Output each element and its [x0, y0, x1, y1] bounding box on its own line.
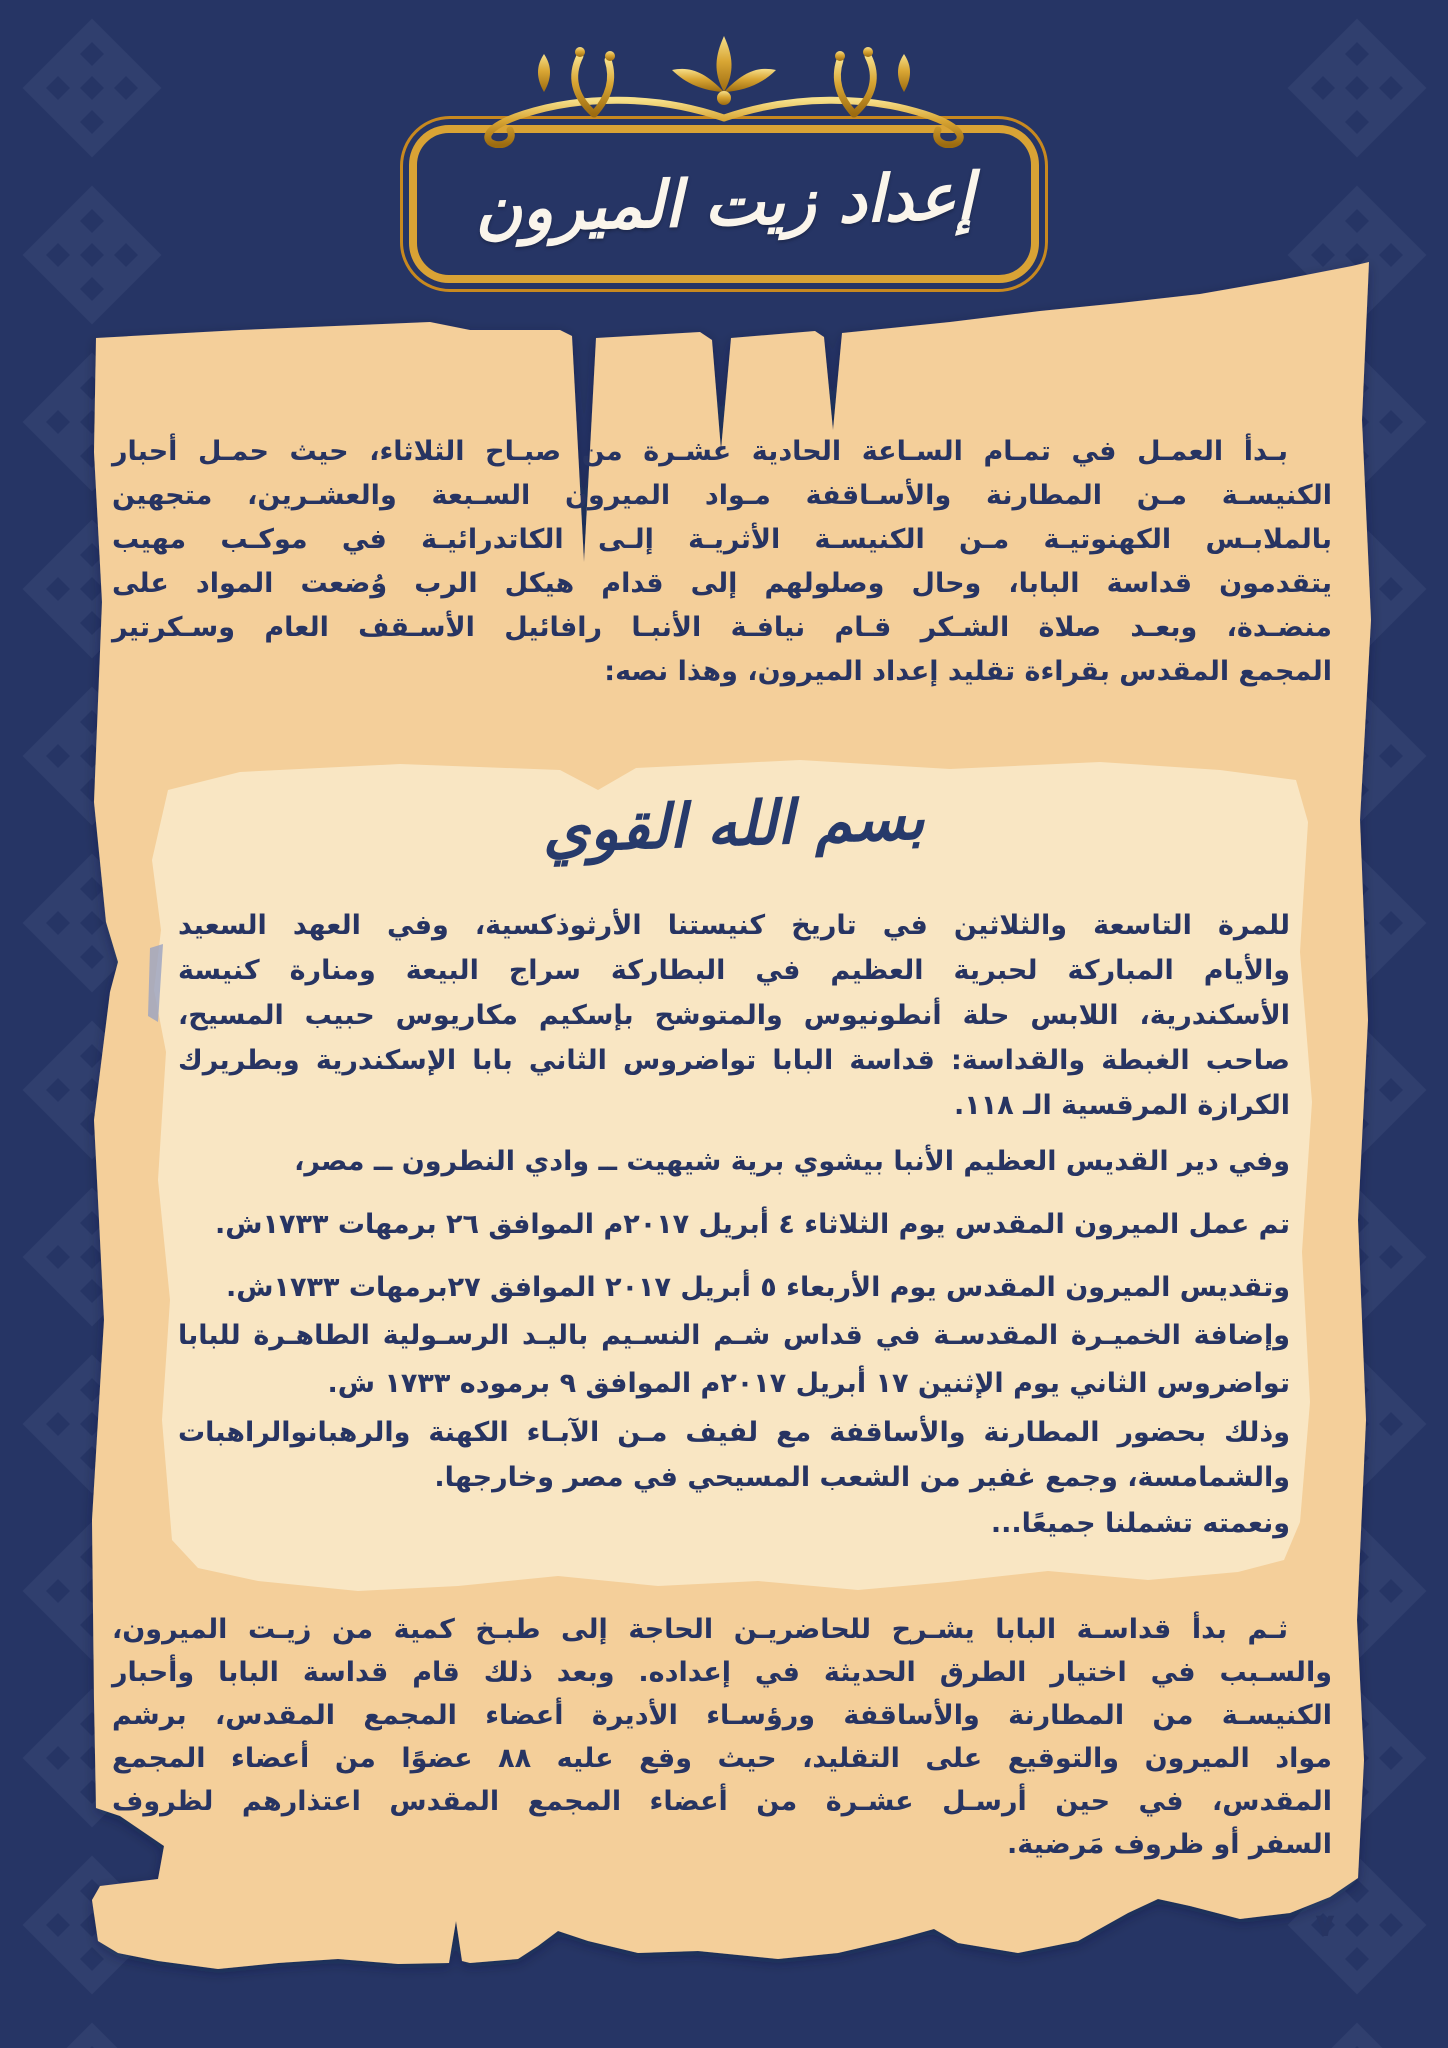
decree-line: تواضروس الثاني يوم الإثنين ١٧ أبريل ٢٠١٧م الموافق ٩ برموده ١٧٣٣ ش. [327, 1368, 1290, 1399]
decree-line: تم عمل الميرون المقدس يوم الثلاثاء ٤ أبريل ٢٠١٧م الموافق ٢٦ برمهات ١٧٣٣ش. [215, 1209, 1290, 1240]
closing-line: الكنيسـة من المطارنة والأساقفة ورؤسـاء الأديرة أعضاء المجمع المقدس، برشم [112, 1700, 1332, 1731]
decree-line: وذلك بحضور المطارنة والأساقفة مع لفيف مـن الآبـاء الكهنة والرهبانوالراهبات [178, 1417, 1290, 1448]
decree-paragraph-7 [178, 1502, 1290, 1546]
closing-line: السفر أو ظروف مَرضية. [1007, 1829, 1332, 1860]
decree-paragraph-1 [178, 903, 1290, 1128]
decree-paragraph-4 [178, 1266, 1290, 1310]
intro-line: بالملابـس الكهنوتيـة مـن الكنيسـة الأثريـة إلـى الكاتدرائيـة في موكـب مهيب [112, 524, 1332, 555]
decree-paragraph-3 [178, 1203, 1290, 1247]
decree-line: والأيام المباركة لحبرية العظيم في البطاركة سراج البيعة ومنارة كنيسة [178, 955, 1290, 986]
decree-line: وإضافة الخميـرة المقدسـة في قداس شـم النسـيم باليـد الرسـولية الطاهـرة للبابا [178, 1320, 1290, 1351]
decree-line: الأسكندرية، اللابس حلة أنطونيوس والمتوشح بإسكيم مكاريوس حبيب المسيح، [178, 1000, 1290, 1031]
intro-line: المجمع المقدس بقراءة تقليد إعداد الميرون، وهذا نصه: [604, 656, 1332, 687]
decree-line: ونعمته تشملنا جميعًا... [990, 1508, 1290, 1539]
bismillah-heading: بسم الله القوي [541, 783, 926, 867]
decree-paragraph-2 [178, 1140, 1290, 1184]
decree-line: والشمامسة، وجمع غفير من الشعب المسيحي في مصر وخارجها. [434, 1462, 1290, 1493]
intro-line: بـدأ العمـل في تمـام السـاعة الحادية عشـرة من صبـاح الثلاثاء، حيث حمـل أحبار [112, 436, 1288, 467]
intro-line: الكنيسـة مـن المطارنة والأسـاقفة مـواد الميرون السـبعة والعشـرين، متجهين [112, 480, 1332, 511]
gold-floral-ornament-icon [424, 30, 1024, 148]
intro-line: يتقدمون قداسة البابا، وحال وصلولهم إلى قدام هيكل الرب وُضعت المواد على [112, 568, 1332, 599]
closing-line: مواد الميرون والتوقيع على التقليد، حيث وقع عليه ٨٨ عضوًا من أعضاء المجمع [112, 1743, 1333, 1774]
title-frame-inner [409, 125, 1039, 283]
closing-line: ثـم بدأ قداسـة البابا يشـرح للحاضريـن الحاجة إلى طبـخ كمية من زيـت الميرون، [112, 1614, 1288, 1645]
decree-line: وفي دير القديس العظيم الأنبا بيشوي برية شيهيت ــ وادي النطرون ــ مصر، [294, 1146, 1290, 1177]
decree-paragraph-5 [178, 1312, 1290, 1408]
closing-paragraph [112, 1608, 1332, 1866]
decree-paragraph-6 [178, 1410, 1290, 1500]
decree-line: صاحب الغبطة والقداسة: قداسة البابا تواضروس الثاني بابا الإسكندرية وبطريرك [178, 1045, 1290, 1076]
decree-line: وتقديس الميرون المقدس يوم الأربعاء ٥ أبريل ٢٠١٧ الموافق ٢٧برمهات ١٧٣٣ش. [226, 1272, 1290, 1303]
page-title: إعداد زيت الميرون [473, 160, 975, 248]
page-number: ٧ [1315, 1906, 1335, 1944]
closing-line: المقدس، في حين أرسـل عشـرة من أعضاء المجمع المقدس اعتذارهم لظروف [112, 1786, 1332, 1817]
decree-line: للمرة التاسعة والثلاثين في تاريخ كنيستنا الأرثوذكسية، وفي العهد السعيد [178, 910, 1290, 941]
intro-paragraph [112, 430, 1332, 694]
closing-line: والسـبب في اختيار الطرق الحديثة في إعداده. وبعد ذلك قام قداسة البابا وأحبار [112, 1657, 1332, 1688]
decree-line: الكرازة المرقسية الـ ١١٨. [953, 1090, 1290, 1121]
intro-line: منضـدة، وبعـد صلاة الشـكر قـام نيافـة الأنبـا رافائيل الأسـقف العام وسـكرتير [112, 612, 1332, 643]
